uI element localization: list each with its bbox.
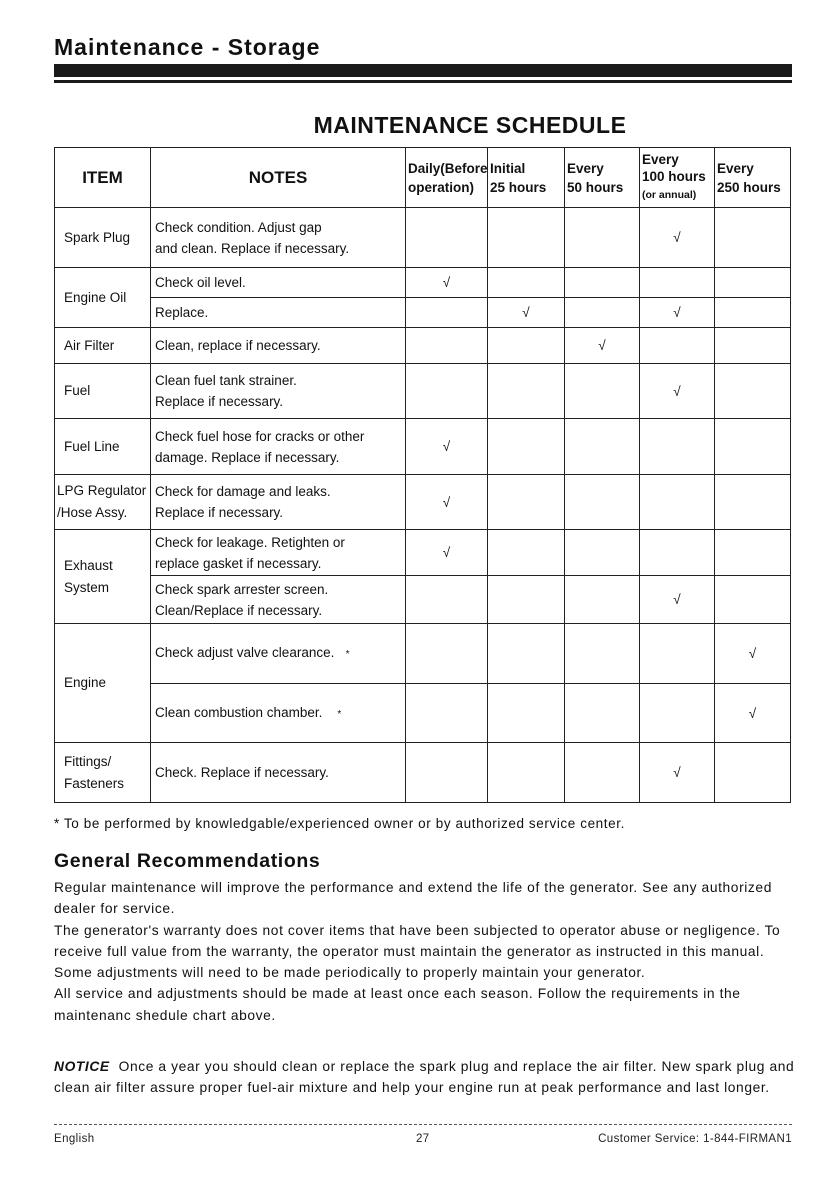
- col-header-100h-line1: Every: [642, 152, 679, 167]
- table-row: [55, 298, 791, 328]
- item-fuel: Fuel: [55, 364, 151, 419]
- cell-empty: [488, 530, 565, 576]
- cell-empty: [406, 328, 488, 364]
- item-lpg-regulator: [55, 475, 151, 530]
- cell-empty: [715, 576, 791, 624]
- check-mark: √: [640, 298, 715, 328]
- note-fittings: Check. Replace if necessary.: [151, 743, 406, 803]
- note-exhaust-arrester: [151, 576, 406, 624]
- cell-empty: [640, 475, 715, 530]
- cell-empty: [640, 684, 715, 743]
- item-air-filter: Air Filter: [55, 328, 151, 364]
- page-title: Maintenance - Storage: [54, 34, 321, 60]
- note-line: Check for leakage. Retighten or: [155, 534, 345, 550]
- cell-empty: [488, 576, 565, 624]
- note-line: Check spark arrester screen.: [155, 581, 329, 597]
- col-header-initial-line2: 25 hours: [490, 179, 547, 195]
- check-mark: √: [715, 624, 791, 684]
- schedule-footnote: * To be performed by knowledgable/experienced owner or by authorized service center.: [54, 816, 625, 831]
- cell-empty: [715, 298, 791, 328]
- note-line: Clean/Replace if necessary.: [155, 602, 323, 618]
- col-header-250h-line2: 250 hours: [717, 179, 781, 195]
- cell-empty: [406, 298, 488, 328]
- item-engine-oil: Engine Oil: [55, 268, 151, 328]
- cell-empty: [640, 268, 715, 298]
- cell-empty: [565, 743, 640, 803]
- cell-empty: [565, 576, 640, 624]
- check-mark: √: [715, 684, 791, 743]
- notice-label: NOTICE: [54, 1059, 110, 1074]
- cell-empty: [565, 419, 640, 475]
- note-engine-combustion: [151, 684, 406, 743]
- col-header-50h: [565, 148, 640, 208]
- table-row: [55, 268, 791, 298]
- cell-empty: [406, 208, 488, 268]
- note-line: Clean fuel tank strainer.: [155, 373, 297, 388]
- note-line: Check condition. Adjust gap: [155, 219, 322, 235]
- maintenance-schedule-table: [54, 147, 790, 803]
- col-header-initial-line1: Initial: [490, 160, 526, 176]
- cell-empty: [715, 268, 791, 298]
- check-mark: √: [640, 743, 715, 803]
- item-exhaust-system: [55, 530, 151, 624]
- note-oil-check: Check oil level.: [151, 268, 406, 298]
- note-line: and clean. Replace if necessary.: [155, 240, 350, 256]
- check-mark: √: [640, 576, 715, 624]
- col-header-50h-line2: 50 hours: [567, 179, 624, 195]
- footer-language: English: [54, 1133, 95, 1145]
- cell-empty: [406, 624, 488, 684]
- general-recommendations-body: [54, 877, 796, 1026]
- check-mark: √: [640, 364, 715, 419]
- cell-empty: [565, 298, 640, 328]
- table-header-row: [55, 148, 791, 208]
- notice-text: Once a year you should clean or replace the spark plug and replace the air filter. New spark plug and clean air filter assure proper fuel-air mixture and help your engine run at peak performance and last longer.: [54, 1059, 795, 1096]
- table-row: [55, 576, 791, 624]
- note-line: damage. Replace if necessary.: [155, 449, 340, 465]
- paragraph: Some adjustments will need to be made periodically to properly maintain your generator.: [54, 965, 646, 981]
- table-row: [55, 743, 791, 803]
- cell-empty: [488, 364, 565, 419]
- item-engine: Engine: [55, 624, 151, 743]
- cell-empty: [715, 530, 791, 576]
- cell-empty: [488, 743, 565, 803]
- note-line: replace gasket if necessary.: [155, 555, 322, 571]
- table-row: [55, 364, 791, 419]
- cell-empty: [565, 530, 640, 576]
- col-header-item: ITEM: [55, 148, 151, 208]
- general-recommendations-heading: General Recommendations: [54, 850, 321, 872]
- col-header-daily: [406, 148, 488, 208]
- item-line: Fasteners: [64, 775, 125, 791]
- note-fuel: [151, 364, 406, 419]
- cell-empty: [488, 624, 565, 684]
- table-row: [55, 530, 791, 576]
- cell-empty: [715, 328, 791, 364]
- cell-empty: [715, 364, 791, 419]
- note-spark-plug: [151, 208, 406, 268]
- footer-page-number: 27: [416, 1133, 430, 1145]
- cell-empty: [488, 328, 565, 364]
- check-mark: √: [406, 419, 488, 475]
- check-mark: √: [406, 530, 488, 576]
- table-row: [55, 684, 791, 743]
- note-line: Check fuel hose for cracks or other: [155, 428, 365, 444]
- table-row: [55, 419, 791, 475]
- cell-empty: [640, 530, 715, 576]
- cell-empty: [406, 576, 488, 624]
- cell-empty: [406, 684, 488, 743]
- col-header-initial: [488, 148, 565, 208]
- paragraph: All service and adjustments should be made at least once each season. Follow the requirements in the maintenanc shedule chart above.: [54, 986, 741, 1023]
- cell-empty: [488, 684, 565, 743]
- note-fuel-line: [151, 419, 406, 475]
- note-lpg-regulator: [151, 475, 406, 530]
- item-spark-plug: Spark Plug: [55, 208, 151, 268]
- cell-empty: [488, 208, 565, 268]
- cell-empty: [406, 743, 488, 803]
- cell-empty: [488, 475, 565, 530]
- table-row: [55, 328, 791, 364]
- paragraph: The generator's warranty does not cover items that have been subjected to operator abuse or negligence. To receive full value from the warranty, the operator must maintain the generator as instructed in this manual.: [54, 922, 781, 959]
- item-line: /Hose Assy.: [57, 505, 128, 520]
- note-line: Clean combustion chamber.: [155, 704, 323, 720]
- cell-empty: [715, 743, 791, 803]
- paragraph: Regular maintenance will improve the performance and extend the life of the generator. See any authorized dealer for service.: [54, 880, 772, 917]
- footer-divider: [54, 1124, 792, 1125]
- asterisk-mark: *: [345, 649, 350, 660]
- cell-empty: [565, 208, 640, 268]
- cell-empty: [715, 475, 791, 530]
- col-header-100h-line3: (or annual): [642, 189, 697, 201]
- col-header-daily-line2: operation): [408, 179, 474, 195]
- schedule-title: MAINTENANCE SCHEDULE: [313, 112, 627, 138]
- check-mark: √: [406, 268, 488, 298]
- cell-empty: [565, 475, 640, 530]
- cell-empty: [488, 268, 565, 298]
- cell-empty: [640, 419, 715, 475]
- header-rule-thick: [54, 64, 792, 77]
- cell-empty: [565, 364, 640, 419]
- cell-empty: [640, 328, 715, 364]
- item-line: Fittings/: [64, 753, 112, 769]
- note-line: Replace if necessary.: [155, 505, 284, 520]
- check-mark: √: [488, 298, 565, 328]
- note-exhaust-leakage: [151, 530, 406, 576]
- item-fuel-line: Fuel Line: [55, 419, 151, 475]
- col-header-50h-line1: Every: [567, 160, 604, 176]
- cell-empty: [565, 268, 640, 298]
- note-line: Check adjust valve clearance.: [155, 645, 335, 660]
- cell-empty: [640, 624, 715, 684]
- table-row: [55, 475, 791, 530]
- col-header-250h: [715, 148, 791, 208]
- cell-empty: [715, 208, 791, 268]
- footer-customer-service: Customer Service: 1-844-FIRMAN1: [598, 1133, 792, 1145]
- note-line: Check for damage and leaks.: [155, 484, 331, 499]
- check-mark: √: [565, 328, 640, 364]
- cell-empty: [565, 624, 640, 684]
- header-rule-thin: [54, 80, 792, 83]
- col-header-daily-line1: Daily(Before: [408, 160, 488, 176]
- cell-empty: [565, 684, 640, 743]
- notice-block: [54, 1056, 796, 1099]
- table-row: [55, 624, 791, 684]
- col-header-notes: NOTES: [151, 148, 406, 208]
- check-mark: √: [640, 208, 715, 268]
- table-row: [55, 208, 791, 268]
- item-line: Exhaust: [64, 557, 113, 573]
- col-header-100h-line2: 100 hours: [642, 169, 706, 184]
- note-engine-valve: [151, 624, 406, 684]
- check-mark: √: [406, 475, 488, 530]
- note-oil-replace: Replace.: [151, 298, 406, 328]
- item-fittings: [55, 743, 151, 803]
- cell-empty: [406, 364, 488, 419]
- cell-empty: [488, 419, 565, 475]
- col-header-100h: [640, 148, 715, 208]
- note-air-filter: Clean, replace if necessary.: [151, 328, 406, 364]
- asterisk-mark: *: [337, 708, 342, 720]
- item-line: System: [64, 579, 110, 595]
- cell-empty: [715, 419, 791, 475]
- note-line: Replace if necessary.: [155, 394, 284, 409]
- item-line: LPG Regulator: [57, 483, 147, 498]
- col-header-250h-line1: Every: [717, 160, 754, 176]
